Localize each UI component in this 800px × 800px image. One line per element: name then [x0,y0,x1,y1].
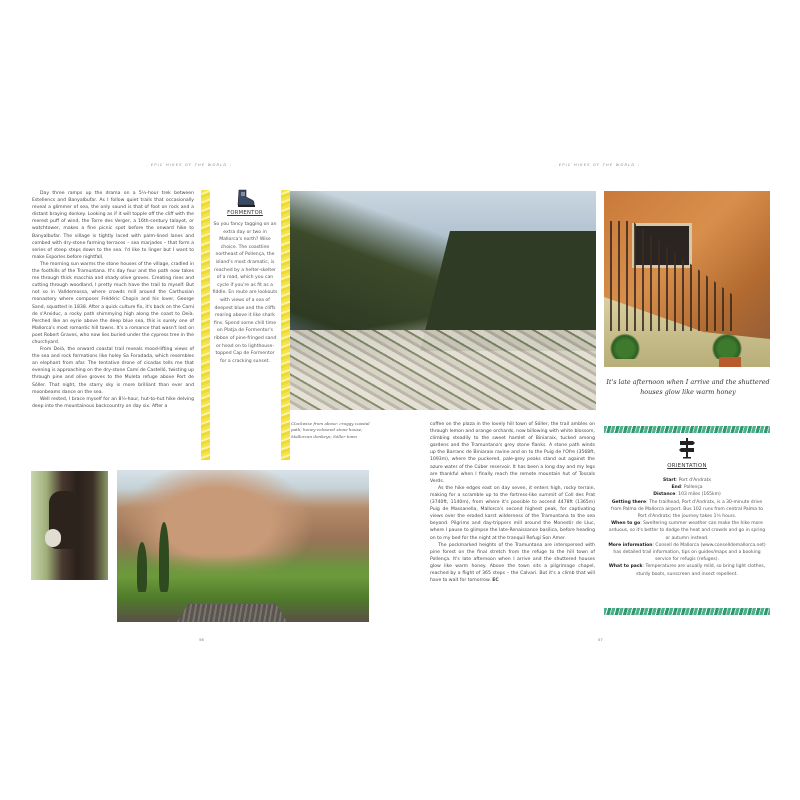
info-label: End [671,485,681,491]
orientation-item: Start: Port d'Andratx [662,478,712,483]
photo-caption: Clockwise from above: craggy coastal path; honey-coloured stone house; Mallorcan donkeys; Sóller town [291,421,370,439]
pull-quote: It's late afternoon when I arrive and the shuttered houses glow like warm honey [606,378,770,396]
info-value: Temperatures are usually mild, so bring light clothes, sturdy boots, sunscreen and insect repellent. [636,564,766,577]
yellow-divider-strip [281,190,290,460]
orientation-item: End: Pollença [671,485,703,491]
paragraph: The morning sun warms the stone houses of the village, cradled in the foothills of the Tramuntana. It's day four and the path now takes me through thick macchia and shady olive groves. Creating rises and cutting through woodland, I pretty much have the trail to myself. But not so in Valldemossa, where crowds mill around the Carthusian monastery where composer Frédéric Chopin and his lover, George Sand, squatted in 1838. After a quick culture fix, it's back on the Camí de s'Arxiduc, a rocky path shimmying high along the coast to Deià. Perched like an eyrie above the deep blue sea, this is surely one of Mallorca's most romantic hill towns. It's a romance that wasn't lost on poet Robert Graves, who now lies buried under the cypress tree in the churchyard. [32,261,194,345]
cypress-tree [159,522,169,592]
paragraph-text: The pockmarked heights of the Tramuntana are interspersed with pine forest on the final stretch from the refuge to the hill town of Pollença. It's late afternoon when I arrive and the shuttered houses glow like warm honey. Above the town sits a pilgrimage chapel, reached by a flight of 365 steps – the Calvari. But it's a climb that will have to wait for tomorrow. [430,542,595,584]
orientation-info [606,477,768,578]
info-value: Consell de Mallorca (www.conselldemallorca.net) has detailed trail information, tips on guides/maps and a booking service for refugis (refuges). [613,542,766,563]
cypress-tree [137,542,147,592]
info-label: What to pack [608,564,643,570]
potted-plant [610,333,640,359]
limestone-rocks [290,330,596,410]
sidebar-body: So you fancy tagging on an extra day or two in Mallorca's north? Wise choice. The coastline northeast of Pollença, the island's most dramatic, is reached by a helter-skelter of a road, which you can cycle if you're as fit as a fiddle. En route are lookouts with views of a sea of deepest blue and the cliffs rearing above it like shark fins. Spend some chill time on Platja de Formentor's ribbon of pine-fringed sand or head on to lighthouse-topped Cap de Formentor for a cracking sunset. [212,222,278,364]
signpost-icon [676,437,698,459]
orientation-item: Getting there: The trailhead, Port d'Andratx, is a 30-minute drive from Palma de Mallorca airport. Bus 102 runs from central Palma to Port d'Andratx; the journey takes 1¼ hours. [610,499,764,520]
info-value: Sweltering summer weather can make the hike more arduous, so it's better to dodge the heat and crowds and go in spring or autumn instead. [608,521,766,541]
info-value: 103 miles (165km) [678,492,721,498]
page-number-left: 56 [199,637,204,642]
coastal-ridge-photo [290,191,596,410]
orientation-item: Distance: 103 miles (165km) [653,492,721,498]
running-head-left: - EPIC HIKES OF THE WORLD - [146,163,233,167]
paragraph [430,542,595,585]
paragraph: From Deià, the onward coastal trail reveals mood-lifting views of the sea and rock formations like holey Sa Foradada, which resembles an elephant from afar. The tentative drone of cicadas tells me that evening is approaching on the dry-stone Camí de Castelló, twisting up through pine and olive groves to the Muleta refuge above Port de Sóller. That night, the starry sky is more brilliant than ever and moonbeams dance on the sea. [32,347,194,395]
green-decorative-band [604,426,770,433]
info-label: Getting there [611,499,647,505]
hiking-boot-icon [234,188,256,208]
middle-column-text [430,421,595,584]
orientation-item: What to pack: Temperatures are usually mild, so bring light clothes, sturdy boots, sunscreen and insect repellent. [608,564,766,577]
info-label: Start [662,478,676,483]
info-value: Port d'Andratx [678,478,712,483]
info-label: Distance [653,492,676,498]
formentor-sidebar [212,188,278,365]
author-signoff: EC [492,578,499,584]
info-value: The trailhead, Port d'Andratx, is a 30-minute drive from Palma de Mallorca airport. Bus 102 runs from central Palma to Port d'Andratx; the journey takes 1¼ hours. [610,499,764,520]
info-label: More information [608,542,653,548]
honey-house-stairs-photo [604,191,770,367]
tiled-roof [177,604,287,622]
orientation-item: More information: Consell de Mallorca (www.conselldemallorca.net) has detailed trail information, tips on guides/maps and a booking service for refugis (refuges). [608,542,766,563]
terracotta-pot [719,357,741,367]
page-number-right: 57 [598,637,603,642]
paragraph: As the hike edges east on day seven, it enters high, rocky terrain, making for a scramble up to the fortress-like summit of Coll des Prat (3740ft, 1140m), from where it's possible to ascend 4478ft (1365m) Puig de Massanella, Mallorca's second highest peak, for captivating views over the eroded karst wilderness of the Tramuntana to the sea beyond. Pilgrims and day-trippers mill around the Monestir de Lluc, where I pause to glimpse the late-Renaissance basilica, before heading on to my bed for the night at the tranquil Refugi Son Amer. [430,485,595,541]
running-head-right: - EPIC HIKES OF THE WORLD - [554,163,641,167]
potted-plant [712,333,742,359]
paragraph: coffee on the plaza in the lovely hill town of Sóller, the trail ambles on through lemon and orange orchards, now billowing with white blossom, climbing steadily to the sweet hamlet of Biniaraix, tucked among gardens and the Tramuntana's grey stone flanks. A stone path winds up the Barranc de Biniaraix ravine and on to the Puig de l'Ofre (3568ft, 1093m), where the puckered, pale-grey peaks stand out against the azure water of the Cúber reservoir. It has been a long day and my legs are thankful when I finally reach the remote mountain hut of Tossals Verds. [430,422,595,484]
info-label: When to go [611,521,641,527]
green-decorative-band [604,608,770,615]
orientation-item: When to go: Sweltering summer weather can make the hike more arduous, so it's better to dodge the heat and crowds and go in spring or autumn instead. [608,521,766,541]
orientation-title: ORIENTATION [667,463,707,469]
info-value: Pollença [683,485,703,491]
sidebar-title: FORMENTOR [227,210,263,216]
yellow-divider-strip [201,190,210,460]
paragraph: Well rested, I brace myself for an 8½-hour, hut-to-hut hike delving deep into the mountainous backcountry on day six. After a [32,396,194,409]
mallorcan-donkeys-photo [31,471,108,580]
donkey-muzzle [45,529,61,547]
paragraph: Day three ramps up the drama on a 5½-hour trek between Estellencs and Banyalbufar. As I follow quiet trails that occasionally reveal a glimmer of sea, the only sound is that of foot on rock and a distant braying donkey. Looking as if it will topple off the cliff with the merest puff of wind, the Torre des Verger, a 16th-century talayot, or watchtower, makes a fine picnic spot before the onward hike to Banyalbufar. The village is tightly laced with palm-lined lanes and combed with dry-stone farming terraces – sea marjades – that form a series of steep steps down to the sea. I'd like to linger but I want to make Esporles before nightfall. [32,191,194,260]
hill-town-photo [117,470,369,622]
left-column-text [32,190,194,410]
